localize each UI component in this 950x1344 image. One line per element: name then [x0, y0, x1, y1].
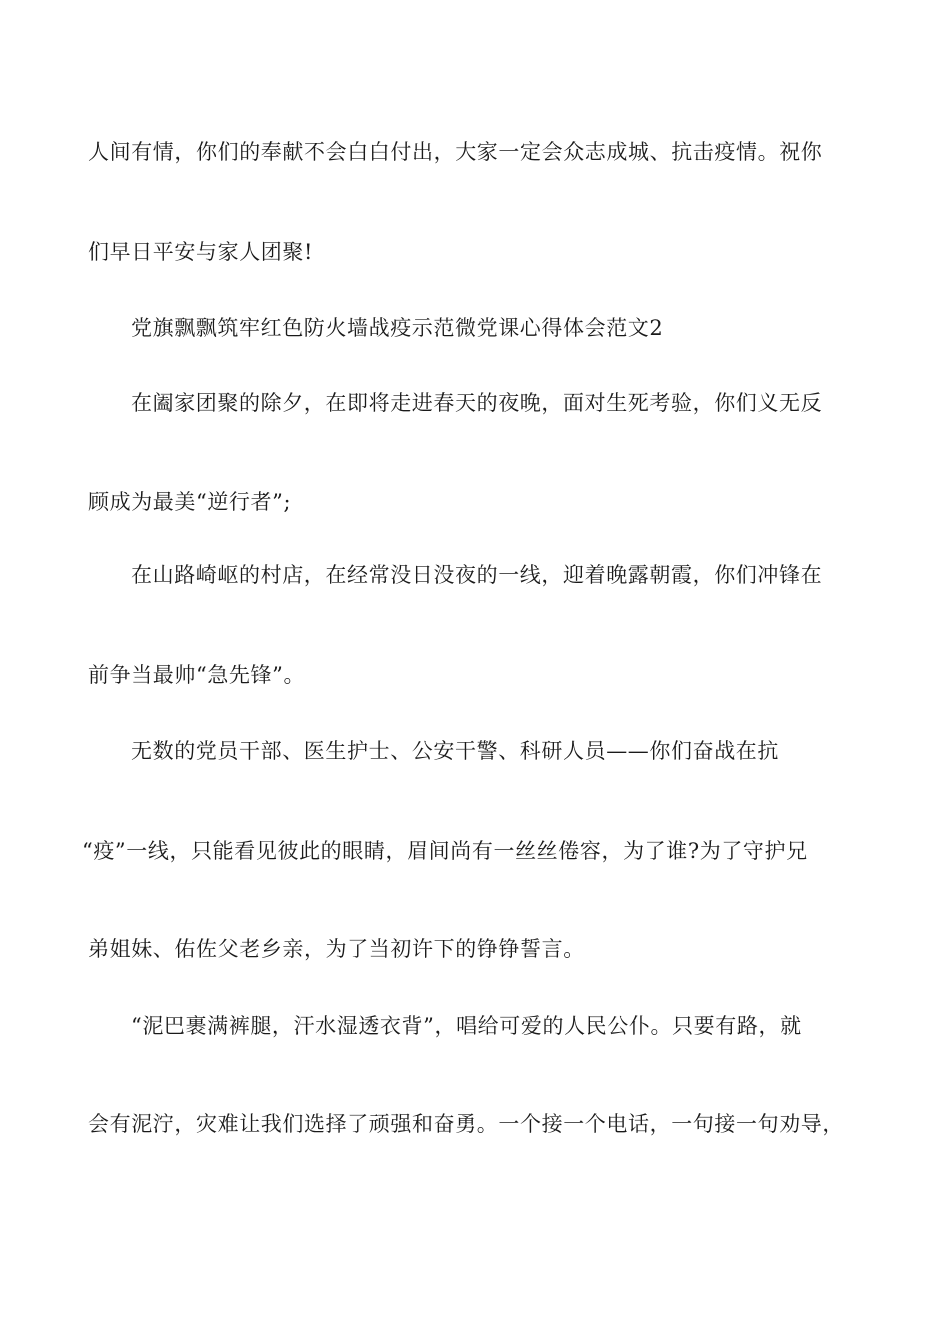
paragraph-line: 在山路崎岖的村店，在经常没日没夜的一线，迎着晚露朝霞，你们冲锋在 — [131, 563, 823, 587]
section-heading: 党旗飘飘筑牢红色防火墙战疫示范微党课心得体会范文2 — [131, 316, 664, 340]
paragraph-line: “泥巴裹满裤腿，汗水湿透衣背”，唱给可爱的人民公仆。只要有路，就 — [131, 1014, 802, 1038]
paragraph-line: 人间有情，你们的奉献不会白白付出，大家一定会众志成城、抗击疫情。祝你 — [88, 140, 823, 164]
paragraph-line: 在阖家团聚的除夕，在即将走进春天的夜晚，面对生死考验，你们义无反 — [131, 391, 823, 415]
paragraph-line: 无数的党员干部、医生护士、公安干警、科研人员——你们奋战在抗 — [131, 739, 779, 763]
paragraph-line: “疫”一线，只能看见彼此的眼睛，眉间尚有一丝丝倦容，为了谁?为了守护兄 — [82, 839, 808, 863]
paragraph-line: 前争当最帅“急先锋”。 — [88, 663, 306, 687]
paragraph-line: 们早日平安与家人团聚! — [88, 240, 314, 264]
paragraph-line: 弟姐妹、佑佐父老乡亲，为了当初许下的铮铮誓言。 — [88, 937, 585, 961]
paragraph-line: 会有泥泞，灾难让我们选择了顽强和奋勇。一个接一个电话，一句接一句劝导， — [88, 1112, 844, 1136]
paragraph-line: 顾成为最美“逆行者”; — [88, 490, 292, 514]
